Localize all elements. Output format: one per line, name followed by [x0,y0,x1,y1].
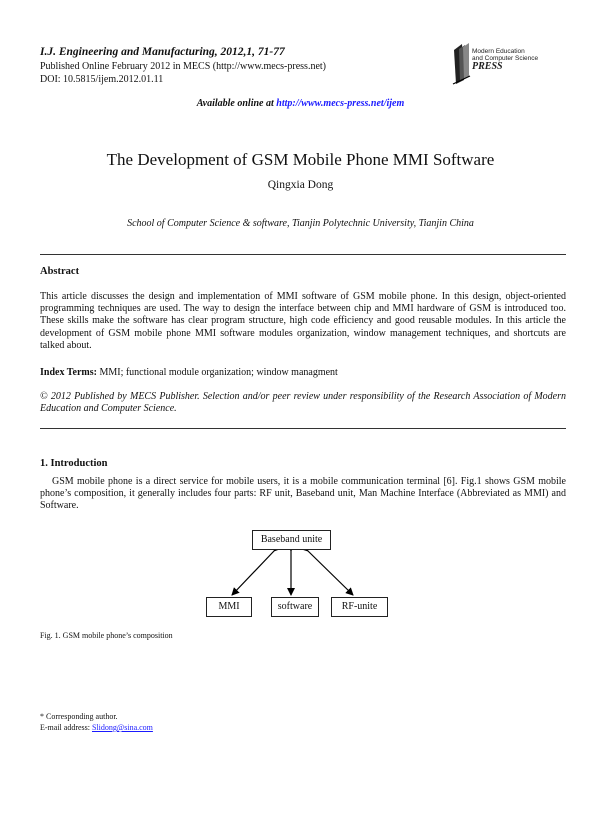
affiliation: School of Computer Science & software, Tianjin Polytechnic University, Tianjin China [127,218,474,229]
mmi-box: MMI [206,597,252,617]
logo-word: PRESS [472,61,503,72]
logo-line-2: and Computer Science [472,55,539,62]
arrow-baseband-rf [308,551,353,595]
journal-link[interactable]: http://www.mecs-press.net/ijem [276,98,405,109]
available-prefix: Available online at [196,98,277,109]
abstract-text: This article discusses the design and implementation of MMI software of GSM mobile phone. In this design, object-oriented programming techniques are used. The way to design the interface between chip and MMI hardware of GSM is introduced too. These skills make the software has clear program structure, high code efficiency and good reusable modules. In this article the development of GSM mobile phone MMI software modules organization, window management techniques, and shortcuts are talked about. [40,291,566,351]
software-box: software [271,597,319,617]
intro-text: GSM mobile phone is a direct service for mobile users, it is a mobile communication terminal [6]. Fig.1 shows GSM mobile phone’s composition, it generally includes four parts: RF unit, Baseband unit, Man Machine Interface (Abbreviated as MMI) and Software. [40,476,566,512]
publication-info: Published Online February 2012 in MECS (http://www.mecs-press.net) [40,61,326,72]
email-line [40,723,153,732]
journal-citation: I.J. Engineering and Manufacturing, 2012,1, 71-77 [40,46,285,58]
author-name: Qingxia Dong [267,179,334,191]
logo-line-1: Modern Education [472,48,525,55]
email-link[interactable]: Slidong@sina.com [91,723,153,732]
doi: DOI: 10.5815/ijem.2012.01.11 [40,74,164,85]
arrow-baseband-mmi [232,551,274,595]
index-terms-text: MMI; functional module organization; window managment [96,367,338,378]
figure-caption: Fig. 1. GSM mobile phone’s composition [40,631,173,640]
corresponding-author-note: * Corresponding author. [40,712,118,721]
abstract-heading: Abstract [40,266,80,277]
copyright-notice: © 2012 Published by MECS Publisher. Selection and/or peer review under responsibility of the Research Association of Modern Education and Computer Science. [40,391,566,415]
paper-title: The Development of GSM Mobile Phone MMI Software [106,150,495,169]
intro-heading: 1. Introduction [40,458,108,469]
index-terms-label: Index Terms: [40,367,97,378]
rf-unit-box: RF-unite [331,597,388,617]
baseband-unit-box: Baseband unite [252,530,331,550]
email-label: E-mail address: [40,723,92,732]
